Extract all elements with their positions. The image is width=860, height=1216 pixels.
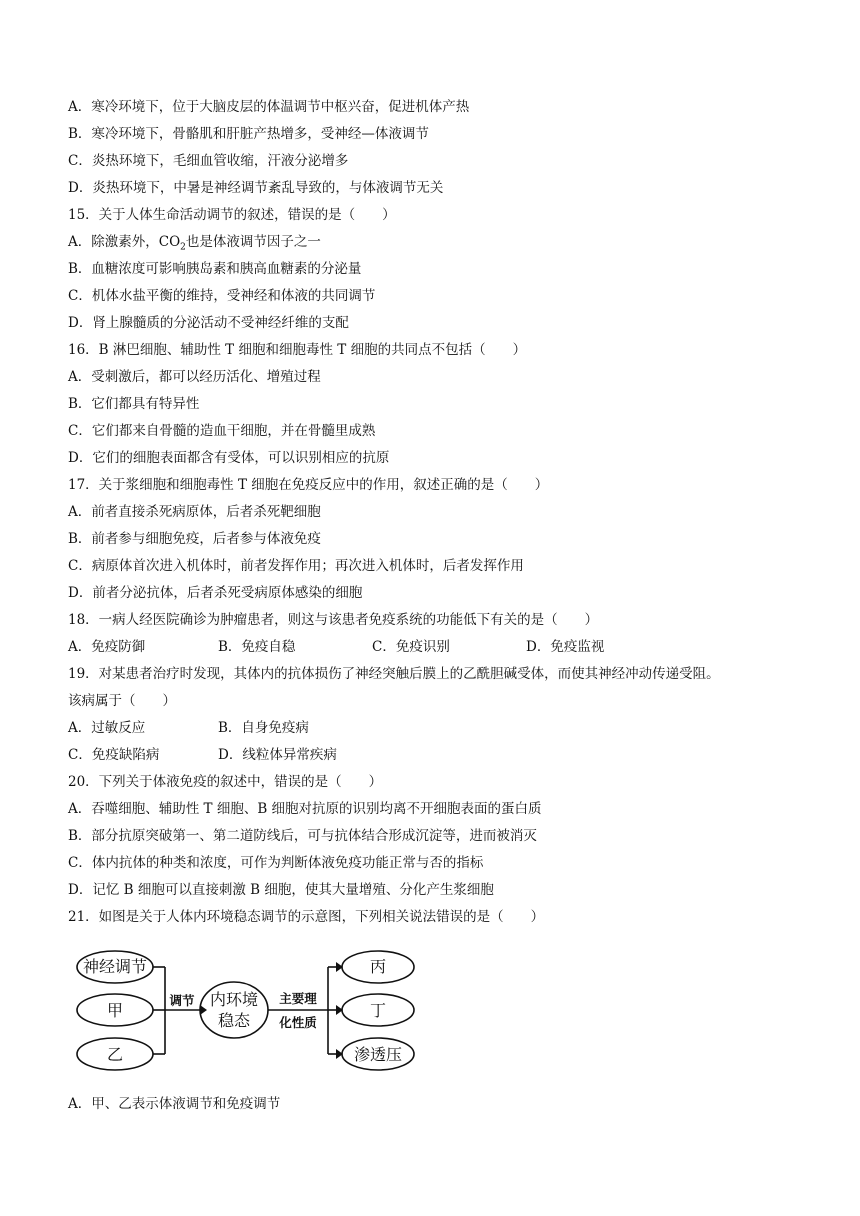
q15-option-a — [68, 233, 321, 257]
q17-option-c: C．病原体首次进入机体时，前者发挥作用；再次进入机体时，后者发挥作用 — [68, 558, 524, 574]
node-right-3-label: 渗透压 — [353, 1045, 403, 1064]
q21-option-a: A．甲、乙表示体液调节和免疫调节 — [68, 1096, 281, 1112]
homeostasis-diagram — [70, 945, 430, 1080]
q20-option-a: A．吞噬细胞、辅助性 T 细胞、B 细胞对抗原的识别均离不开细胞表面的蛋白质 — [68, 801, 542, 817]
q16-stem: 16．B 淋巴细胞、辅助性 T 细胞和细胞毒性 T 细胞的共同点不包括（ ） — [68, 342, 527, 358]
q14-option-d: D．炎热环境下，中暑是神经调节紊乱导致的，与体液调节无关 — [68, 180, 444, 196]
q14-option-c: C．炎热环境下，毛细血管收缩，汗液分泌增多 — [68, 153, 349, 169]
center-label-1: 内环境 — [209, 990, 259, 1009]
q15-stem: 15．关于人体生命活动调节的叙述，错误的是（ ） — [68, 207, 396, 223]
node-left-3-label: 乙 — [106, 1045, 124, 1064]
q18-option-d: D．免疫监视 — [526, 639, 605, 655]
q15-option-c: C．机体水盐平衡的维持，受神经和体液的共同调节 — [68, 288, 376, 304]
q15-option-d: D．肾上腺髓质的分泌活动不受神经纤维的支配 — [68, 315, 349, 331]
node-right-1-label: 丙 — [369, 957, 387, 976]
q16-option-a: A．受刺激后，都可以经历活化、增殖过程 — [68, 369, 321, 385]
q19-stem-line2: 该病属于（ ） — [68, 693, 176, 709]
q20-stem: 20．下列关于体液免疫的叙述中，错误的是（ ） — [68, 774, 383, 790]
q19-option-d: D．线粒体异常疾病 — [218, 747, 337, 763]
q19-stem-line1: 19．对某患者治疗时发现，其体内的抗体损伤了神经突触后膜上的乙酰胆碱受体，而使其神经冲动传递受阻。 — [68, 666, 720, 682]
q19-option-c: C．免疫缺陷病 — [68, 747, 160, 763]
q16-option-c: C．它们都来自骨髓的造血干细胞，并在骨髓里成熟 — [68, 423, 376, 439]
q18-option-b: B．免疫自稳 — [218, 639, 296, 655]
center-label-2: 稳态 — [217, 1011, 251, 1030]
q18-option-c: C．免疫识别 — [372, 639, 450, 655]
q14-option-a: A．寒冷环境下，位于大脑皮层的体温调节中枢兴奋，促进机体产热 — [68, 99, 470, 115]
q17-option-b: B．前者参与细胞免疫，后者参与体液免疫 — [68, 531, 321, 547]
q19-option-b: B．自身免疫病 — [218, 720, 309, 736]
arrow-left — [200, 1005, 207, 1015]
q15-option-a-pre: A．除激素外，CO — [68, 234, 181, 250]
q15-option-b: B．血糖浓度可影响胰岛素和胰高血糖素的分泌量 — [68, 261, 362, 277]
q17-option-d: D．前者分泌抗体，后者杀死受病原体感染的细胞 — [68, 585, 363, 601]
q15-option-a-post: 也是体液调节因子之一 — [185, 234, 321, 250]
q18-option-a: A．免疫防御 — [68, 639, 146, 655]
q20-option-d: D．记忆 B 细胞可以直接刺激 B 细胞，使其大量增殖、分化产生浆细胞 — [68, 882, 494, 898]
edge-left-label: 调节 — [169, 993, 195, 1008]
node-left-1-label: 神经调节 — [82, 957, 148, 976]
q21-stem: 21．如图是关于人体内环境稳态调节的示意图，下列相关说法错误的是（ ） — [68, 909, 545, 925]
node-left-2-label: 甲 — [106, 1001, 124, 1020]
edge-right-label-2: 化性质 — [279, 1015, 317, 1030]
q20-option-b: B．部分抗原突破第一、第二道防线后，可与抗体结合形成沉淀等，进而被消灭 — [68, 828, 537, 844]
q19-option-a: A．过敏反应 — [68, 720, 146, 736]
q16-option-b: B．它们都具有特异性 — [68, 396, 200, 412]
edge-right-label-1: 主要理 — [279, 991, 317, 1006]
q18-stem: 18．一病人经医院确诊为肿瘤患者，则这与该患者免疫系统的功能低下有关的是（ ） — [68, 612, 599, 628]
q20-option-c: C．体内抗体的种类和浓度，可作为判断体液免疫功能正常与否的指标 — [68, 855, 484, 871]
q16-option-d: D．它们的细胞表面都含有受体，可以识别相应的抗原 — [68, 450, 390, 466]
q15-option-a-sub: 2 — [180, 242, 186, 253]
q17-stem: 17．关于浆细胞和细胞毒性 T 细胞在免疫反应中的作用，叙述正确的是（ ） — [68, 477, 549, 493]
node-right-2-label: 丁 — [369, 1001, 387, 1020]
q17-option-a: A．前者直接杀死病原体，后者杀死靶细胞 — [68, 504, 321, 520]
q14-option-b: B．寒冷环境下，骨骼肌和肝脏产热增多，受神经—体液调节 — [68, 126, 429, 142]
